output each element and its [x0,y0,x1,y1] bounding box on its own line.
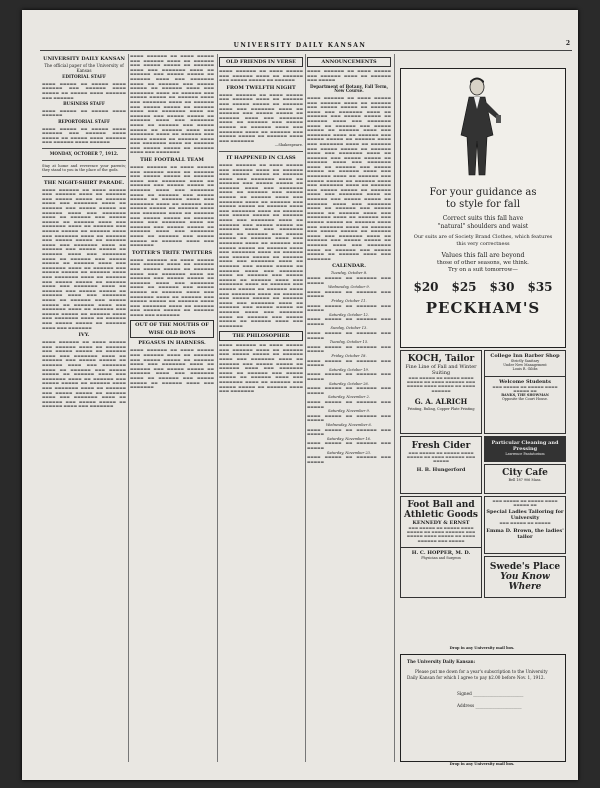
calendar-entry: ▬▬▬▬ ▬▬▬▬▬ ▬▬ ▬▬▬▬▬▬ ▬▬▬ ▬▬▬▬▬ [307,331,391,340]
paper-name: UNIVERSITY DAILY KANSAN [43,56,125,62]
reportorial-list: ▬▬▬▬ ▬▬▬▬▬ ▬▬ ▬▬▬▬▬ ▬▬▬▬ ▬▬▬▬▬▬ ▬▬▬ ▬▬▬▬▬▬ ▬▬▬▬ ▬▬▬▬▬ ▬▬ ▬▬▬▬▬ ▬▬▬▬ ▬▬▬▬▬▬ ▬▬▬ ▬▬▬▬▬▬ ▬▬▬▬ ▬▬▬▬▬▬ [42,126,126,145]
calendar-entry: ▬▬▬▬ ▬▬▬▬▬ ▬▬ ▬▬▬▬▬▬ ▬▬▬ ▬▬▬▬▬ [307,372,391,381]
peck-line3b: this very correctness [456,241,510,247]
peck-line4: Values this fall are beyond [441,252,525,259]
calendar-entry: ▬▬▬▬ ▬▬▬▬▬ ▬▬ ▬▬▬▬▬▬ ▬▬▬ ▬▬▬▬▬ [307,303,391,313]
koch-ad: KOCH, Tailor Fine Line of Fall and Winter Suiting ▬▬▬ ▬▬▬▬▬ ▬▬ ▬▬▬▬▬ ▬▬▬▬ ▬▬▬▬▬ ▬▬ ▬▬▬▬ ▬▬▬▬▬▬ ▬▬▬ ▬▬▬▬▬ ▬▬▬▬ ▬▬▬▬▬ ▬▬ ▬▬▬▬ ▬▬▬▬▬▬ G. A. ALRICH Printing, Ruling, Copper Plate Printing [400,350,482,434]
announcements-box: ANNOUNCEMENTS [307,57,391,67]
column-4 [307,54,391,762]
calendar-entry: ▬▬▬▬ ▬▬▬▬▬ ▬▬ ▬▬▬▬▬▬ ▬▬▬ ▬▬▬▬▬ [307,399,391,409]
announcement-body: ▬▬▬▬ ▬▬▬▬▬▬ ▬▬ ▬▬▬▬ ▬▬▬▬▬ ▬▬▬ ▬▬▬▬▬▬ ▬▬▬▬ ▬▬ ▬▬▬▬▬▬ ▬▬▬ ▬▬▬▬▬ [307,69,391,83]
peckhams-ad [400,68,566,348]
football-team-heading: THE FOOTBALL TEAM [140,157,204,164]
calendar-heading: CALENDAR. [332,263,366,270]
page-number: 2 [565,40,570,47]
price: $25 [451,280,477,294]
peck-line3: Our suits are of Society Brand Clothes, which features [413,234,553,240]
column-rule [128,54,129,762]
calendar-date: Saturday, November 9. [328,409,370,414]
coupon-head: The University Daily Kansan: [407,659,476,664]
happened-in-class-heading: IT HAPPENED IN CLASS [226,154,296,161]
calendar-entry: ▬▬▬▬ ▬▬▬▬▬ ▬▬ ▬▬▬▬▬▬ ▬▬▬ ▬▬▬▬▬ [307,344,391,354]
peck-line5: Try on a suit tomorrow— [448,267,518,273]
price-list [401,280,565,294]
article-body: ▬▬▬▬ ▬▬▬▬▬▬ ▬▬ ▬▬▬▬ ▬▬▬▬▬ ▬▬▬ ▬▬▬▬▬▬ ▬▬▬▬ ▬▬ ▬▬▬▬▬▬ ▬▬▬ ▬▬▬▬▬ ▬▬▬▬▬ ▬▬ ▬▬▬▬▬▬ ▬▬▬▬ ▬▬▬ ▬▬▬▬▬▬▬ ▬▬▬▬ ▬▬ ▬▬▬▬▬▬ ▬▬▬ ▬▬▬▬▬ ▬▬▬▬▬ ▬▬ ▬▬▬▬▬▬ ▬▬▬▬ ▬▬▬ ▬▬▬▬▬▬▬ ▬▬▬▬ ▬▬ ▬▬▬▬▬▬ ▬▬▬ ▬▬▬▬▬ ▬▬▬▬▬ ▬▬ ▬▬▬▬▬▬ ▬▬▬▬ ▬▬▬ ▬▬▬▬▬▬▬ ▬▬▬▬ ▬▬ ▬▬▬▬▬▬ ▬▬▬ ▬▬▬▬▬ ▬▬▬▬▬ ▬▬ ▬▬▬▬▬▬ ▬▬▬▬ ▬▬▬ ▬▬▬▬▬▬▬ ▬▬▬▬ ▬▬ ▬▬▬▬▬▬ ▬▬▬ ▬▬▬▬▬ ▬▬▬▬▬ ▬▬ ▬▬▬▬▬▬ ▬▬▬▬ ▬▬▬ ▬▬▬▬▬▬▬ ▬▬▬▬ ▬▬ ▬▬▬▬▬▬ ▬▬▬ ▬▬▬▬▬ ▬▬▬▬▬ ▬▬ ▬▬▬▬▬▬ ▬▬▬▬ ▬▬▬ ▬▬▬▬▬▬▬ [42,340,126,409]
column-rule [305,54,306,762]
old-friends-box: OLD FRIENDS IN VERSE [219,57,303,67]
article-body: ▬▬▬▬ ▬▬▬▬▬▬ ▬▬ ▬▬▬▬ ▬▬▬▬▬ ▬▬▬ ▬▬▬▬▬▬ ▬▬▬▬ ▬▬ ▬▬▬▬▬▬ ▬▬▬ ▬▬▬▬▬ ▬▬▬▬▬ ▬▬ ▬▬▬▬▬▬ ▬▬▬▬ ▬▬▬ ▬▬▬▬▬▬▬ ▬▬▬▬ ▬▬ ▬▬▬▬▬▬ ▬▬▬ ▬▬▬▬▬ ▬▬▬▬▬ ▬▬ ▬▬▬▬▬▬ ▬▬▬▬ ▬▬▬ ▬▬▬▬▬▬▬ ▬▬▬▬ ▬▬ ▬▬▬▬▬▬ ▬▬▬ ▬▬▬▬▬ ▬▬▬▬▬ ▬▬ ▬▬▬▬▬▬ ▬▬▬▬ ▬▬▬ ▬▬▬▬▬▬▬ ▬▬▬▬ ▬▬ ▬▬▬▬▬▬ ▬▬▬ ▬▬▬▬▬ ▬▬▬▬▬ ▬▬ ▬▬▬▬▬▬ ▬▬▬▬ ▬▬▬ ▬▬▬▬▬▬▬ ▬▬▬▬ ▬▬ ▬▬▬▬▬▬ ▬▬▬ ▬▬▬▬▬ ▬▬▬▬▬ ▬▬ ▬▬▬▬▬▬ ▬▬▬▬ ▬▬▬ ▬▬▬▬▬▬▬ [130,257,214,317]
masthead-rule [40,50,572,51]
peckhams-name: PECKHAM'S [425,299,541,317]
philosopher-box: THE PHILOSOPHER [219,331,303,341]
peck-line2b: "natural" shoulders and waist [437,223,529,230]
article-body: ▬▬▬▬ ▬▬▬▬▬▬ ▬▬ ▬▬▬▬ ▬▬▬▬▬ ▬▬▬ ▬▬▬▬▬▬ ▬▬▬▬ ▬▬ ▬▬▬▬▬▬ ▬▬▬ ▬▬▬▬▬ ▬▬▬▬▬ ▬▬ ▬▬▬▬▬▬ ▬▬▬▬ ▬▬▬ ▬▬▬▬▬▬▬ ▬▬▬▬ ▬▬ ▬▬▬▬▬▬ ▬▬▬ ▬▬▬▬▬ ▬▬▬▬▬ ▬▬ ▬▬▬▬▬▬ ▬▬▬▬ ▬▬▬ ▬▬▬▬▬▬▬ ▬▬▬▬ ▬▬ ▬▬▬▬▬▬ ▬▬▬ ▬▬▬▬▬ ▬▬▬▬▬ ▬▬ ▬▬▬▬▬▬ ▬▬▬▬ ▬▬▬ ▬▬▬▬▬▬▬ ▬▬▬▬ ▬▬ ▬▬▬▬▬▬ ▬▬▬ ▬▬▬▬▬ ▬▬▬▬▬ ▬▬ ▬▬▬▬▬▬ ▬▬▬▬ ▬▬▬ ▬▬▬▬▬▬▬ ▬▬▬▬ ▬▬ ▬▬▬▬▬▬ ▬▬▬ ▬▬▬▬▬ ▬▬▬▬▬ ▬▬ ▬▬▬▬▬▬ ▬▬▬▬ ▬▬▬ ▬▬▬▬▬▬▬ ▬▬▬▬ ▬▬ ▬▬▬▬▬▬ ▬▬▬ ▬▬▬▬▬ ▬▬▬▬▬ ▬▬ ▬▬▬▬▬▬ ▬▬▬▬ ▬▬▬ ▬▬▬▬▬▬▬ ▬▬▬▬ ▬▬ ▬▬▬▬▬▬ ▬▬▬ ▬▬▬▬▬ ▬▬▬▬▬ ▬▬ ▬▬▬▬▬▬ ▬▬▬▬ ▬▬▬ ▬▬▬▬▬▬▬ ▬▬▬▬ ▬▬ ▬▬▬▬▬▬ ▬▬▬ ▬▬▬▬▬ ▬▬▬▬▬ ▬▬ ▬▬▬▬▬▬ ▬▬▬▬ ▬▬▬ ▬▬▬▬▬▬▬ ▬▬▬▬ ▬▬ ▬▬▬▬▬▬ ▬▬▬ ▬▬▬▬▬ ▬▬▬▬▬ ▬▬ ▬▬▬▬▬▬ ▬▬▬▬ ▬▬▬ ▬▬▬▬▬▬▬ ▬▬▬▬ ▬▬ ▬▬▬▬▬▬ ▬▬▬ ▬▬▬▬▬ ▬▬▬▬▬ ▬▬ ▬▬▬▬▬▬ ▬▬▬▬ ▬▬▬ ▬▬▬▬▬▬▬ ▬▬▬▬ ▬▬ ▬▬▬▬▬▬ ▬▬▬ ▬▬▬▬▬ ▬▬▬▬▬ ▬▬ ▬▬▬▬▬▬ ▬▬▬▬ ▬▬▬ ▬▬▬▬▬▬▬ ▬▬▬▬ ▬▬ ▬▬▬▬▬▬ ▬▬▬ ▬▬▬▬▬ ▬▬▬▬▬ ▬▬ ▬▬▬▬▬▬ ▬▬▬▬ ▬▬▬ ▬▬▬▬▬▬▬ ▬▬▬▬ ▬▬ ▬▬▬▬▬▬ ▬▬▬ ▬▬▬▬▬ ▬▬▬▬▬ ▬▬ ▬▬▬▬▬▬ ▬▬▬▬ ▬▬▬ ▬▬▬▬▬▬▬ ▬▬▬▬ ▬▬ ▬▬▬▬▬▬ ▬▬▬ ▬▬▬▬▬ ▬▬▬▬▬ ▬▬ ▬▬▬▬▬▬ ▬▬▬▬ ▬▬▬ ▬▬▬▬▬▬▬ ▬▬▬▬ ▬▬ ▬▬▬▬▬▬ ▬▬▬ ▬▬▬▬▬ ▬▬▬▬▬ ▬▬ ▬▬▬▬▬▬ ▬▬▬▬ ▬▬▬ ▬▬▬▬▬▬▬ [219,162,303,328]
business-staff-heading: BUSINESS STAFF [63,101,105,107]
totter-heading: TOTTER'S TRITE TWITTERS [131,249,213,256]
calendar-entry: ▬▬▬▬ ▬▬▬▬▬ ▬▬ ▬▬▬▬▬▬ ▬▬▬ ▬▬▬▬▬ [307,358,391,368]
calendar-entry: ▬▬▬▬ ▬▬▬▬▬ ▬▬ ▬▬▬▬▬▬ ▬▬▬ ▬▬▬▬▬ [307,289,391,299]
wise-old-boys-box: OUT OF THE MOUTHS OF WISE OLD BOYS [130,320,214,338]
gentleman-illustration [447,75,507,179]
price: $30 [489,280,515,294]
calendar-date: Tuesday, October 15. [329,340,369,345]
article-body: ▬▬▬▬ ▬▬▬▬▬▬ ▬▬ ▬▬▬▬ ▬▬▬▬▬ ▬▬▬ ▬▬▬▬▬▬ ▬▬▬▬ ▬▬ ▬▬▬▬▬▬ ▬▬▬ ▬▬▬▬▬ ▬▬▬▬▬ ▬▬ ▬▬▬▬▬▬ ▬▬▬▬ ▬▬▬ ▬▬▬▬▬▬▬ ▬▬▬▬ ▬▬ ▬▬▬▬▬▬ ▬▬▬ ▬▬▬▬▬ ▬▬▬▬▬ ▬▬ ▬▬▬▬▬▬ ▬▬▬▬ ▬▬▬ ▬▬▬▬▬▬▬ ▬▬▬▬ ▬▬ ▬▬▬▬▬▬ ▬▬▬ ▬▬▬▬▬ ▬▬▬▬▬ ▬▬ ▬▬▬▬▬▬ ▬▬▬▬ ▬▬▬ ▬▬▬▬▬▬▬ ▬▬▬▬ ▬▬ ▬▬▬▬▬▬ ▬▬▬ ▬▬▬▬▬ ▬▬▬▬▬ ▬▬ ▬▬▬▬▬▬ ▬▬▬▬ ▬▬▬ ▬▬▬▬▬▬▬ [219,343,303,394]
coupon-body: Please put me down for a year's subscription to the University Daily Kansan for which I agree to pay $2.00 before Nov. 1, 1912. [407,669,548,680]
barber-ad: College Inn Barber Shop Strictly Sanitary Under New Management Louis R. Gibbs Welcome Students ▬▬▬ ▬▬▬▬▬ ▬▬ ▬▬▬▬▬ ▬▬▬▬ ▬▬▬▬▬ ▬▬ BANKS, THE SHOWMAN Opposite the Court House. [484,350,566,434]
calendar-entry: ▬▬▬▬ ▬▬▬▬▬ ▬▬ ▬▬▬▬▬▬ ▬▬▬ ▬▬▬▬▬ [307,275,391,285]
article-body: ▬▬▬▬ ▬▬▬▬▬▬ ▬▬ ▬▬▬▬ ▬▬▬▬▬ ▬▬▬ ▬▬▬▬▬▬ ▬▬▬▬ ▬▬ ▬▬▬▬▬▬ ▬▬▬ ▬▬▬▬▬ ▬▬▬▬▬ ▬▬ ▬▬▬▬▬▬ ▬▬▬▬ ▬▬▬ ▬▬▬▬▬▬▬ ▬▬▬▬ ▬▬ ▬▬▬▬▬▬ ▬▬▬ ▬▬▬▬▬ ▬▬▬▬▬ ▬▬ ▬▬▬▬▬▬ ▬▬▬▬ ▬▬▬ ▬▬▬▬▬▬▬ ▬▬▬▬ ▬▬ ▬▬▬▬▬▬ ▬▬▬ ▬▬▬▬▬ ▬▬▬▬▬ ▬▬ ▬▬▬▬▬▬ ▬▬▬▬ ▬▬▬ ▬▬▬▬▬▬▬ ▬▬▬▬ ▬▬ ▬▬▬▬▬▬ ▬▬▬ ▬▬▬▬▬ ▬▬▬▬▬ ▬▬ ▬▬▬▬▬▬ ▬▬▬▬ ▬▬▬ ▬▬▬▬▬▬▬ ▬▬▬▬ ▬▬ ▬▬▬▬▬▬ ▬▬▬ ▬▬▬▬▬ ▬▬▬▬▬ ▬▬ ▬▬▬▬▬▬ ▬▬▬▬ ▬▬▬ ▬▬▬▬▬▬▬ ▬▬▬▬ ▬▬ ▬▬▬▬▬▬ ▬▬▬ ▬▬▬▬▬ ▬▬▬▬▬ ▬▬ ▬▬▬▬▬▬ ▬▬▬▬ ▬▬▬ ▬▬▬▬▬▬▬ ▬▬▬▬ ▬▬ ▬▬▬▬▬▬ ▬▬▬ ▬▬▬▬▬ ▬▬▬▬▬ ▬▬ ▬▬▬▬▬▬ ▬▬▬▬ ▬▬▬ ▬▬▬▬▬▬▬ ▬▬▬▬ ▬▬ ▬▬▬▬▬▬ ▬▬▬ ▬▬▬▬▬ ▬▬▬▬▬ ▬▬ ▬▬▬▬▬▬ ▬▬▬▬ ▬▬▬ ▬▬▬▬▬▬▬ ▬▬▬▬ ▬▬ ▬▬▬▬▬▬ ▬▬▬ ▬▬▬▬▬ ▬▬▬▬▬ ▬▬ ▬▬▬▬▬▬ ▬▬▬▬ ▬▬▬ ▬▬▬▬▬▬▬ ▬▬▬▬ ▬▬ ▬▬▬▬▬▬ ▬▬▬ ▬▬▬▬▬ ▬▬▬▬▬ ▬▬ ▬▬▬▬▬▬ ▬▬▬▬ ▬▬▬ ▬▬▬▬▬▬▬ ▬▬▬▬ ▬▬ ▬▬▬▬▬▬ ▬▬▬ ▬▬▬▬▬ ▬▬▬▬▬ ▬▬ ▬▬▬▬▬▬ ▬▬▬▬ ▬▬▬ ▬▬▬▬▬▬▬ ▬▬▬▬ ▬▬ ▬▬▬▬▬▬ ▬▬▬ ▬▬▬▬▬ ▬▬▬▬▬ ▬▬ ▬▬▬▬▬▬ ▬▬▬▬ ▬▬▬ ▬▬▬▬▬▬▬ ▬▬▬▬ ▬▬ ▬▬▬▬▬▬ ▬▬▬ ▬▬▬▬▬ ▬▬▬▬▬ ▬▬ ▬▬▬▬▬▬ ▬▬▬▬ ▬▬▬ ▬▬▬▬▬▬▬ [42,187,126,330]
article-body: ▬▬▬▬ ▬▬▬▬▬▬ ▬▬ ▬▬▬▬ ▬▬▬▬▬ ▬▬▬ ▬▬▬▬▬▬ ▬▬▬▬ ▬▬ ▬▬▬▬▬▬ ▬▬▬ ▬▬▬▬▬ ▬▬▬▬▬ ▬▬ ▬▬▬▬▬▬ ▬▬▬▬ ▬▬▬ ▬▬▬▬▬▬▬ ▬▬▬▬ ▬▬ ▬▬▬▬▬▬ ▬▬▬ ▬▬▬▬▬ ▬▬▬▬▬ ▬▬ ▬▬▬▬▬▬ ▬▬▬▬ ▬▬▬ ▬▬▬▬▬▬▬ ▬▬▬▬ ▬▬ ▬▬▬▬▬▬ ▬▬▬ ▬▬▬▬▬ ▬▬▬▬▬ ▬▬ ▬▬▬▬▬▬ ▬▬▬▬ ▬▬▬ ▬▬▬▬▬▬▬ [130,348,214,390]
calendar-entry: ▬▬▬▬ ▬▬▬▬▬ ▬▬ ▬▬▬▬▬▬ ▬▬▬ ▬▬▬▬▬ [307,317,391,326]
article-body: ▬▬▬▬ ▬▬▬▬▬▬ ▬▬ ▬▬▬▬ ▬▬▬▬▬ ▬▬▬ ▬▬▬▬▬▬ ▬▬▬▬ ▬▬ ▬▬▬▬▬▬ ▬▬▬ ▬▬▬▬▬ ▬▬▬▬▬ ▬▬ ▬▬▬▬▬▬ [219,69,303,83]
cleaning-ad: Particular Cleaning and Pressing Lawrence Pantatorium [484,436,566,462]
city-cafe-ad: City Cafe Bell 187 906 Mass. [484,464,566,494]
price: $20 [413,280,439,294]
address-line[interactable]: Address ______________________ [457,703,522,708]
fresh-cider-ad: Fresh Cider ▬▬▬ ▬▬▬▬▬ ▬▬ ▬▬▬▬▬ ▬▬▬▬ ▬▬▬▬▬ ▬▬ ▬▬▬▬ ▬▬▬▬▬▬ ▬▬▬ ▬▬▬▬▬ H. B. Hungerford [400,436,482,494]
signed-line[interactable]: Signed ________________________ [457,691,524,696]
calendar-list [307,271,391,464]
subscription-coupon[interactable] [400,654,566,762]
poem-body: ▬▬▬▬ ▬▬▬▬▬▬ ▬▬ ▬▬▬▬ ▬▬▬▬▬ ▬▬▬ ▬▬▬▬▬▬ ▬▬▬▬ ▬▬ ▬▬▬▬▬▬ ▬▬▬ ▬▬▬▬▬ ▬▬▬▬▬ ▬▬ ▬▬▬▬▬▬ ▬▬▬▬ ▬▬▬ ▬▬▬▬▬▬▬ ▬▬▬▬ ▬▬ ▬▬▬▬▬▬ ▬▬▬ ▬▬▬▬▬ ▬▬▬▬▬ ▬▬ ▬▬▬▬▬▬ ▬▬▬▬ ▬▬▬ ▬▬▬▬▬▬▬ ▬▬▬▬ ▬▬ ▬▬▬▬▬▬ ▬▬▬ ▬▬▬▬▬ ▬▬▬▬▬ ▬▬ ▬▬▬▬▬▬ ▬▬▬▬ ▬▬▬ ▬▬▬▬▬▬▬ ▬▬▬▬ ▬▬ ▬▬▬▬▬▬ ▬▬▬ ▬▬▬▬▬ ▬▬▬▬▬ ▬▬ ▬▬▬▬▬▬ ▬▬▬▬ ▬▬▬ ▬▬▬▬▬▬▬ [219,92,303,143]
issue-date: MONDAY, OCTOBER 7, 1912. [49,150,119,156]
calendar-date: Saturday, October 26. [329,381,369,386]
calendar-entry: ▬▬▬▬ ▬▬▬▬▬ ▬▬ ▬▬▬▬▬▬ ▬▬▬ ▬▬▬▬▬ [307,455,391,464]
peck-line2: Correct suits this fall have [442,215,524,222]
editorial-staff-heading: EDITORIAL STAFF [62,74,106,80]
masthead: UNIVERSITY DAILY KANSAN [233,42,367,49]
calendar-date: Wednesday, November 6. [326,422,372,427]
calendar-date: Friday, October 11. [331,298,367,303]
article-body: ▬▬▬▬ ▬▬▬▬▬▬ ▬▬ ▬▬▬▬ ▬▬▬▬▬ ▬▬▬ ▬▬▬▬▬▬ ▬▬▬▬ ▬▬ ▬▬▬▬▬▬ ▬▬▬ ▬▬▬▬▬ ▬▬▬▬▬ ▬▬ ▬▬▬▬▬▬ ▬▬▬▬ ▬▬▬ ▬▬▬▬▬▬▬ ▬▬▬▬ ▬▬ ▬▬▬▬▬▬ ▬▬▬ ▬▬▬▬▬ ▬▬▬▬▬ ▬▬ ▬▬▬▬▬▬ ▬▬▬▬ ▬▬▬ ▬▬▬▬▬▬▬ ▬▬▬▬ ▬▬ ▬▬▬▬▬▬ ▬▬▬ ▬▬▬▬▬ ▬▬▬▬▬ ▬▬ ▬▬▬▬▬▬ ▬▬▬▬ ▬▬▬ ▬▬▬▬▬▬▬ ▬▬▬▬ ▬▬ ▬▬▬▬▬▬ ▬▬▬ ▬▬▬▬▬ ▬▬▬▬▬ ▬▬ ▬▬▬▬▬▬ ▬▬▬▬ ▬▬▬ ▬▬▬▬▬▬▬ ▬▬▬▬ ▬▬ ▬▬▬▬▬▬ ▬▬▬ ▬▬▬▬▬ ▬▬▬▬▬ ▬▬ ▬▬▬▬▬▬ ▬▬▬▬ ▬▬▬ ▬▬▬▬▬▬▬ ▬▬▬▬ ▬▬ ▬▬▬▬▬▬ ▬▬▬ ▬▬▬▬▬ ▬▬▬▬▬ ▬▬ ▬▬▬▬▬▬ ▬▬▬▬ ▬▬▬ ▬▬▬▬▬▬▬ ▬▬▬▬ ▬▬ ▬▬▬▬▬▬ ▬▬▬ ▬▬▬▬▬ ▬▬▬▬▬ ▬▬ ▬▬▬▬▬▬ ▬▬▬▬ ▬▬▬ ▬▬▬▬▬▬▬ ▬▬▬▬ ▬▬ ▬▬▬▬▬▬ ▬▬▬ ▬▬▬▬▬ ▬▬▬▬▬ ▬▬ ▬▬▬▬▬▬ ▬▬▬▬ ▬▬▬ ▬▬▬▬▬▬▬ ▬▬▬▬ ▬▬ ▬▬▬▬▬▬ ▬▬▬ ▬▬▬▬▬ ▬▬▬▬▬ ▬▬ ▬▬▬▬▬▬ ▬▬▬▬ ▬▬▬ ▬▬▬▬▬▬▬ [130,54,214,155]
twelfth-night-heading: FROM TWELFTH NIGHT [226,84,296,91]
motto: Stay at home and reverence your parents; they stand to you in the place of the gods. [42,163,126,173]
calendar-date: Saturday, October 19. [329,367,369,372]
column-1 [42,54,126,762]
peck-line1: For your guidance as [429,187,537,198]
drop-note-bottom: Drop in any University mail box. [449,762,515,766]
swedes-place-ad: Swede's Place You Know Where [484,556,566,598]
peck-line4b: those of other seasons, we think. [437,260,529,266]
newspaper-page [22,10,578,780]
calendar-date: Saturday, November 16. [326,436,372,441]
calendar-date: Saturday, November 23. [326,450,372,455]
ivy-heading: IVY. [78,332,90,339]
ads-grid [400,350,564,650]
calendar-entry: ▬▬▬▬ ▬▬▬▬▬ ▬▬ ▬▬▬▬▬▬ ▬▬▬ ▬▬▬▬▬ [307,441,391,450]
botany-heading: Department of Botany, Fall Term, New Course. [309,83,389,94]
column-3 [219,54,303,762]
calendar-date: Saturday, November 2. [328,395,370,400]
reportorial-staff-heading: REPORTORIAL STAFF [58,118,110,124]
peck-line1b: to style for fall [445,199,521,210]
article-body: ▬▬▬▬ ▬▬▬▬▬▬ ▬▬ ▬▬▬▬ ▬▬▬▬▬ ▬▬▬ ▬▬▬▬▬▬ ▬▬▬▬ ▬▬ ▬▬▬▬▬▬ ▬▬▬ ▬▬▬▬▬ ▬▬▬▬▬ ▬▬ ▬▬▬▬▬▬ ▬▬▬▬ ▬▬▬ ▬▬▬▬▬▬▬ ▬▬▬▬ ▬▬ ▬▬▬▬▬▬ ▬▬▬ ▬▬▬▬▬ ▬▬▬▬▬ ▬▬ ▬▬▬▬▬▬ ▬▬▬▬ ▬▬▬ ▬▬▬▬▬▬▬ ▬▬▬▬ ▬▬ ▬▬▬▬▬▬ ▬▬▬ ▬▬▬▬▬ ▬▬▬▬▬ ▬▬ ▬▬▬▬▬▬ ▬▬▬▬ ▬▬▬ ▬▬▬▬▬▬▬ ▬▬▬▬ ▬▬ ▬▬▬▬▬▬ ▬▬▬ ▬▬▬▬▬ ▬▬▬▬▬ ▬▬ ▬▬▬▬▬▬ ▬▬▬▬ ▬▬▬ ▬▬▬▬▬▬▬ ▬▬▬▬ ▬▬ ▬▬▬▬▬▬ ▬▬▬ ▬▬▬▬▬ ▬▬▬▬▬ ▬▬ ▬▬▬▬▬▬ ▬▬▬▬ ▬▬▬ ▬▬▬▬▬▬▬ ▬▬▬▬ ▬▬ ▬▬▬▬▬▬ ▬▬▬ ▬▬▬▬▬ ▬▬▬▬▬ ▬▬ ▬▬▬▬▬▬ ▬▬▬▬ ▬▬▬ ▬▬▬▬▬▬▬ ▬▬▬▬ ▬▬ ▬▬▬▬▬▬ ▬▬▬ ▬▬▬▬▬ ▬▬▬▬▬ ▬▬ ▬▬▬▬▬▬ ▬▬▬▬ ▬▬▬ ▬▬▬▬▬▬▬ [130,165,214,248]
night-shirt-heading: THE NIGHT-SHIRT PARADE. [43,179,125,186]
calendar-date: Saturday, October 12. [329,312,369,317]
calendar-date: Tuesday, October 8. [330,271,368,276]
calendar-entry: ▬▬▬▬ ▬▬▬▬▬ ▬▬ ▬▬▬▬▬▬ ▬▬▬ ▬▬▬▬▬ [307,386,391,395]
calendar-date: Friday, October 18. [331,354,367,359]
calendar-date: Wednesday, October 9. [328,285,370,290]
announcement-body: ▬▬▬▬ ▬▬▬▬▬▬ ▬▬ ▬▬▬▬ ▬▬▬▬▬ ▬▬▬ ▬▬▬▬▬▬ ▬▬▬▬ ▬▬ ▬▬▬▬▬▬ ▬▬▬ ▬▬▬▬▬ ▬▬▬▬▬ ▬▬ ▬▬▬▬▬▬ ▬▬▬▬ ▬▬▬ ▬▬▬▬▬▬▬ ▬▬▬▬ ▬▬ ▬▬▬▬▬▬ ▬▬▬ ▬▬▬▬▬ ▬▬▬▬▬ ▬▬ ▬▬▬▬▬▬ ▬▬▬▬ ▬▬▬ ▬▬▬▬▬▬▬ ▬▬▬▬ ▬▬ ▬▬▬▬▬▬ ▬▬▬ ▬▬▬▬▬ ▬▬▬▬▬ ▬▬ ▬▬▬▬▬▬ ▬▬▬▬ ▬▬▬ ▬▬▬▬▬▬▬ ▬▬▬▬ ▬▬ ▬▬▬▬▬▬ ▬▬▬ ▬▬▬▬▬ ▬▬▬▬▬ ▬▬ ▬▬▬▬▬▬ ▬▬▬▬ ▬▬▬ ▬▬▬▬▬▬▬ ▬▬▬▬ ▬▬ ▬▬▬▬▬▬ ▬▬▬ ▬▬▬▬▬ ▬▬▬▬▬ ▬▬ ▬▬▬▬▬▬ ▬▬▬▬ ▬▬▬ ▬▬▬▬▬▬▬ ▬▬▬▬ ▬▬ ▬▬▬▬▬▬ ▬▬▬ ▬▬▬▬▬ ▬▬▬▬▬ ▬▬ ▬▬▬▬▬▬ ▬▬▬▬ ▬▬▬ ▬▬▬▬▬▬▬ ▬▬▬▬ ▬▬ ▬▬▬▬▬▬ ▬▬▬ ▬▬▬▬▬ ▬▬▬▬▬ ▬▬ ▬▬▬▬▬▬ ▬▬▬▬ ▬▬▬ ▬▬▬▬▬▬▬ ▬▬▬▬ ▬▬ ▬▬▬▬▬▬ ▬▬▬ ▬▬▬▬▬ ▬▬▬▬▬ ▬▬ ▬▬▬▬▬▬ ▬▬▬▬ ▬▬▬ ▬▬▬▬▬▬▬ ▬▬▬▬ ▬▬ ▬▬▬▬▬▬ ▬▬▬ ▬▬▬▬▬ ▬▬▬▬▬ ▬▬ ▬▬▬▬▬▬ ▬▬▬▬ ▬▬▬ ▬▬▬▬▬▬▬ ▬▬▬▬ ▬▬ ▬▬▬▬▬▬ ▬▬▬ ▬▬▬▬▬ ▬▬▬▬▬ ▬▬ ▬▬▬▬▬▬ ▬▬▬▬ ▬▬▬ ▬▬▬▬▬▬▬ ▬▬▬▬ ▬▬ ▬▬▬▬▬▬ ▬▬▬ ▬▬▬▬▬ ▬▬▬▬▬ ▬▬ ▬▬▬▬▬▬ ▬▬▬▬ ▬▬▬ ▬▬▬▬▬▬▬ ▬▬▬▬ ▬▬ ▬▬▬▬▬▬ ▬▬▬ ▬▬▬▬▬ ▬▬▬▬▬ ▬▬ ▬▬▬▬▬▬ ▬▬▬▬ ▬▬▬ ▬▬▬▬▬▬▬ ▬▬▬▬ ▬▬ ▬▬▬▬▬▬ ▬▬▬ ▬▬▬▬▬ ▬▬▬▬▬ ▬▬ ▬▬▬▬▬▬ ▬▬▬▬ ▬▬▬ ▬▬▬▬▬▬▬ ▬▬▬▬ ▬▬ ▬▬▬▬▬▬ ▬▬▬ ▬▬▬▬▬ ▬▬▬▬▬ ▬▬ ▬▬▬▬▬▬ ▬▬▬▬ ▬▬▬ ▬▬▬▬▬▬▬ ▬▬▬▬ ▬▬ ▬▬▬▬▬▬ ▬▬▬ ▬▬▬▬▬ ▬▬▬▬▬ ▬▬ ▬▬▬▬▬▬ ▬▬▬▬ ▬▬▬ ▬▬▬▬▬▬▬ [307,95,391,261]
calendar-entry: ▬▬▬▬ ▬▬▬▬▬ ▬▬ ▬▬▬▬▬▬ ▬▬▬ ▬▬▬▬▬ [307,427,391,437]
calendar-entry: ▬▬▬▬ ▬▬▬▬▬ ▬▬ ▬▬▬▬▬▬ ▬▬▬ ▬▬▬▬▬ [307,413,391,423]
business-list: ▬▬▬▬ ▬▬▬▬▬ ▬▬ ▬▬▬▬▬ ▬▬▬▬ ▬▬▬▬▬▬ [42,108,126,118]
column-2 [130,54,214,762]
staff-list: ▬▬▬▬ ▬▬▬▬▬ ▬▬ ▬▬▬▬▬ ▬▬▬▬ ▬▬▬▬▬▬ ▬▬▬ ▬▬▬▬▬▬ ▬▬▬▬ ▬▬▬▬▬ ▬▬ ▬▬▬▬▬ ▬▬▬▬ ▬▬▬▬▬▬ ▬▬▬ ▬▬▬▬▬▬ [42,81,126,100]
drop-note: Drop in any University mail box. [449,646,515,650]
football-ad: Foot Ball and Athletic Goods KENNEDY & ERNST ▬▬▬ ▬▬▬▬▬ ▬▬ ▬▬▬▬▬ ▬▬▬▬ ▬▬▬▬▬ ▬▬ ▬▬▬▬ ▬▬▬▬▬▬ ▬▬▬ ▬▬▬▬▬ ▬▬▬▬ ▬▬▬▬▬ ▬▬ ▬▬▬▬ ▬▬▬▬▬▬ ▬▬▬ ▬▬▬▬▬ H. C. HOPPER, M. D. Physician and Surgeon [400,496,482,598]
calendar-date: Sunday, October 13. [330,326,368,331]
paper-subtitle: The official paper of the University of Kansas [44,63,124,73]
column-rule [394,54,395,762]
pegasus-heading: PEGASUS IN HARNESS. [138,340,206,347]
column-rule [217,54,218,762]
tailor-ad: ▬▬▬ ▬▬▬▬▬ ▬▬ ▬▬▬▬▬ ▬▬▬▬ ▬▬▬▬▬ ▬▬ Special Ladies Tailoring for University ▬▬▬ ▬▬▬▬▬ ▬▬ ▬▬▬▬▬ Emma D. Brown, the ladies' tailor [484,496,566,554]
poem-credit: —Shakespeare. [274,143,303,148]
price: $35 [527,280,553,294]
